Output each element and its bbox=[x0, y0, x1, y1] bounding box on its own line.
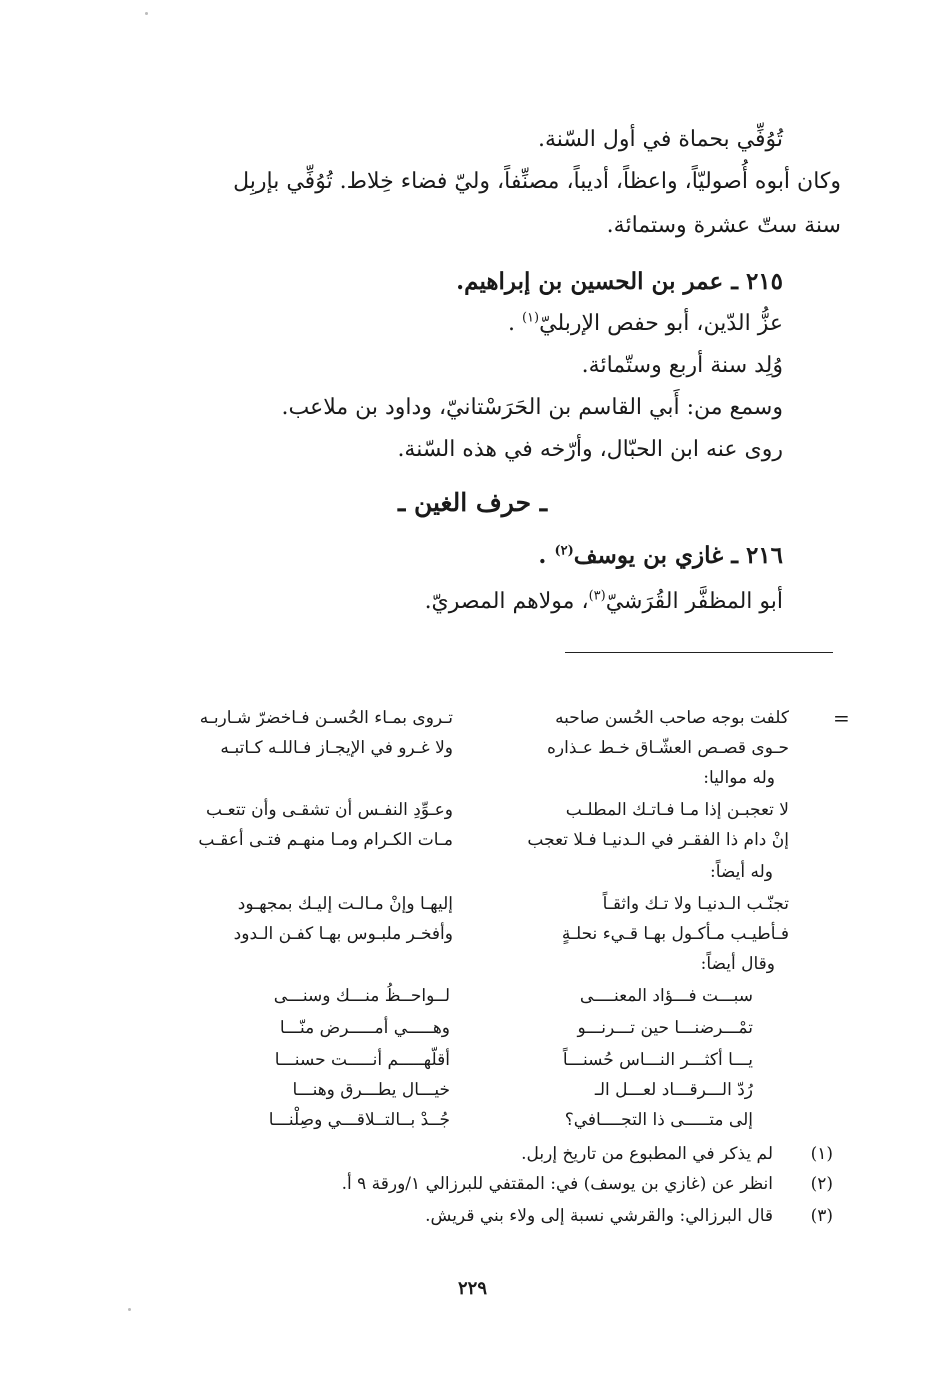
entry-216-line-1-text: أبو المظفَّر القُرَشيّ bbox=[605, 589, 783, 614]
entry-215-line-3: وسمع من: أَبي القاسم بن الحَرَسْتانيّ، وداود بن ملاعب. bbox=[281, 395, 783, 420]
verse-right: سبـــت فـــؤاد المعنــــى bbox=[579, 986, 753, 1006]
verse-left: خيـــال يطـــرق وهنـــا bbox=[292, 1080, 450, 1100]
entry-215-line-4: روى عنه ابن الحبّال، وأرّخه في هذه السّنة. bbox=[397, 437, 783, 462]
body-line-3: سنة ستّ عشرة وستمائة. bbox=[606, 213, 841, 238]
entry-216-title bbox=[538, 540, 783, 572]
footnote-number: (١) bbox=[810, 1144, 833, 1164]
entry-216-title-end: . bbox=[538, 542, 547, 569]
entry-215-line-1-end: . bbox=[507, 311, 515, 336]
entry-216-line-1-end: ، مولاهم المصريّ. bbox=[424, 589, 589, 614]
page-number: ٢٢٩ bbox=[457, 1278, 487, 1299]
verse-left: تـروى بمـاء الحُسـن فـاخضرّ شـاربـه bbox=[199, 708, 453, 728]
verse-right: كلفت بوجه صاحب الحُسن صاحبه bbox=[555, 708, 789, 728]
entry-215-line-2: وُلِد سنة أربع وستّمائة. bbox=[581, 353, 783, 378]
verse-right: لا تعجبـن إذا مـا فـاتـك المطلـب bbox=[565, 800, 789, 820]
verse-intro: وله مواليا: bbox=[703, 768, 775, 788]
section-heading: ـ حرف الغين ـ bbox=[397, 488, 548, 517]
verse-left: وهـــــي أمـــــرض منّـــا bbox=[279, 1018, 450, 1038]
verse-left: وأفخـر ملبـوس بهـا كفـن الـدود bbox=[233, 924, 453, 944]
footnote-number: (٣) bbox=[810, 1206, 833, 1226]
verse-left: إليهـا وإنْ مـالـت إليـك بمجهـود bbox=[237, 894, 453, 914]
entry-216-line-1 bbox=[425, 586, 783, 618]
paper-speck bbox=[145, 12, 148, 15]
verse-right: حـوى قصـص العشّـاق خـط عـذاره bbox=[546, 738, 789, 758]
footnote-separator bbox=[565, 652, 833, 653]
verse-right: يـــا أكثـــر النـــاس حُسنـــاً bbox=[562, 1050, 753, 1070]
footnote-text: لم يذكر في المطبوع من تاريخ إربل. bbox=[521, 1144, 773, 1164]
verse-intro: وله أيضاً: bbox=[709, 862, 773, 882]
verse-right: فـأطيـب مـأكـول بهـا قـيء نحلـةٍ bbox=[561, 924, 789, 944]
body-line-2: وكان أبوه أُصوليّاً، واعظاً، أديباً، مصنِّفاً، وليّ فضاء خِلاط. تُوُفِّي بإربِل bbox=[233, 169, 841, 194]
footnote-ref-3: (٣) bbox=[588, 588, 606, 604]
body-line-1: تُوُفِّي بحماة في أول السّنة. bbox=[537, 127, 783, 152]
footnote-number: (٢) bbox=[810, 1174, 833, 1194]
footnote-text: انظر عن (غازي بن يوسف) في: المقتفي للبرزالي ١/ورقة ٩ أ. bbox=[341, 1174, 773, 1194]
paper-speck bbox=[128, 1308, 131, 1311]
footnote-ref-1: (١) bbox=[521, 310, 540, 326]
verse-left: مـات الكـرام ومـا منهـم فتـى أعقـب bbox=[198, 830, 453, 850]
verse-right: إنْ دام ذا الفقـر في الـدنيـا فـلا تعجب bbox=[527, 830, 789, 850]
verse-right: تجنّـب الـدنيـا ولا تـك واثقـاً bbox=[602, 894, 789, 914]
verse-left: جُــدْ بــالتــلاقـــي وصِلْنـــا bbox=[268, 1110, 450, 1130]
continuation-mark: = bbox=[833, 706, 850, 730]
verse-left: أقلّهـــــم أنـــــت حسنـــا bbox=[274, 1050, 450, 1070]
verse-left: ولا غـرو في الإيجـاز فـاللـه كـاتبـه bbox=[220, 738, 453, 758]
footnote-ref-2: (٢) bbox=[554, 543, 574, 559]
entry-215-title: ٢١٥ ـ عمر بن الحسين بن إبراهيم. bbox=[456, 268, 783, 295]
footnote-text: قال البرزالي: والقرشي نسبة إلى ولاء بني قريش. bbox=[425, 1206, 773, 1226]
verse-intro: وقال أيضاً: bbox=[700, 954, 775, 974]
verse-right: تمْـــرضنـــا حين تـــرنـــو bbox=[577, 1018, 753, 1038]
entry-216-title-text: ٢١٦ ـ غازي بن يوسف bbox=[573, 542, 783, 569]
verse-right: رُدّ الـــرقـــاد لعـــل الـ bbox=[594, 1080, 753, 1100]
entry-215-line-1-text: عزُّ الدّين، أبو حفص الإربليّ bbox=[539, 311, 783, 336]
verse-right: إلى متـــــى ذا التجــــافي؟ bbox=[564, 1110, 753, 1130]
entry-215-line-1 bbox=[508, 308, 783, 340]
verse-left: وعـوِّدِ النفـس أن تشقـى وأن تتعـب bbox=[206, 800, 453, 820]
verse-left: لــواحــظُ منـــك وسنـــى bbox=[273, 986, 450, 1006]
